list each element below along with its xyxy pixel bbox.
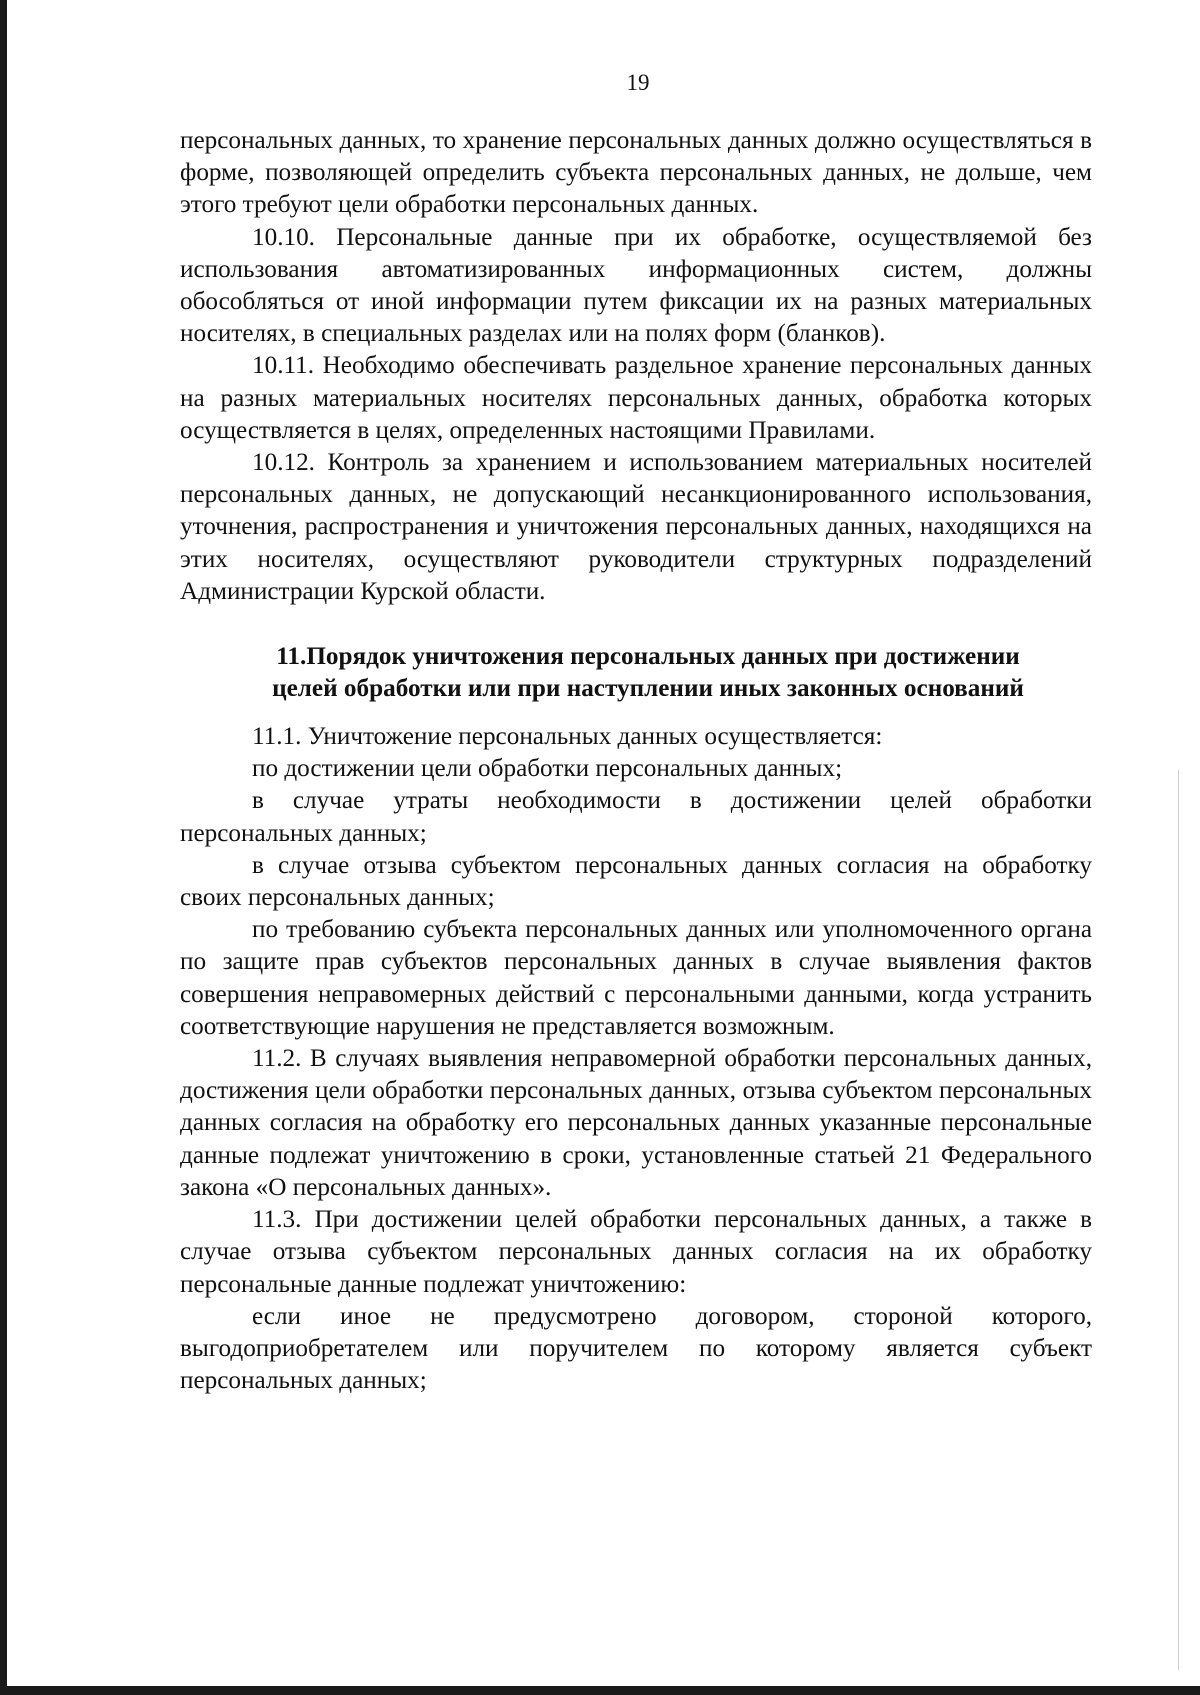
paragraph-11-2: 11.2. В случаях выявления неправомерной обработки персональных данных, достижения цели обработки персональных данных, отзыва субъектом персональных данных согласия на обработку его персональных данных указанные персональные данные подлежат уничтожению в сроки, установленные статьей 21 Федерального закона «О персональных данных».	[180, 1045, 1092, 1201]
list-item: если иное не предусмотрено договором, стороной которого, выгодоприобретателем или поручителем по которому является субъект персональных данных;	[180, 1302, 1092, 1395]
scan-artifact-line	[1178, 770, 1179, 1670]
list-item: по требованию субъекта персональных данных или уполномоченного органа по защите прав субъектов персональных данных в случае выявления фактов совершения неправомерных действий с персональными данными, когда устранить соответствующие нарушения не представляется возможным.	[180, 916, 1092, 1040]
paragraph-10-12: 10.12. Контроль за хранением и использованием материальных носителей персональных данных, не допускающий несанкционированного использования, уточнения, распространения и уничтожения персональных данных, находящихся на этих носителях, осуществляют руководители структурных подразделений Администрации Курской области.	[180, 449, 1092, 605]
paragraph-11-3: 11.3. При достижении целей обработки персональных данных, а также в случае отзыва субъектом персональных данных согласия на их обработку персональные данные подлежат уничтожению:	[180, 1206, 1092, 1298]
list-item: по достижении цели обработки персональных данных;	[252, 755, 843, 783]
section-heading-11	[180, 641, 1092, 705]
list-item: в случае утраты необходимости в достижении целей обработки персональных данных;	[180, 787, 1092, 847]
paragraph: персональных данных, то хранение персональных данных должно осуществляться в форме, позволяющей определить субъекта персональных данных, не дольше, чем этого требуют цели обработки персональных данных.	[180, 127, 1092, 219]
document-body	[180, 125, 1092, 1397]
page-number: 19	[626, 70, 650, 95]
scan-border-left	[0, 0, 7, 1695]
list-item: в случае отзыва субъектом персональных данных согласия на обработку своих персональных данных;	[180, 851, 1092, 912]
paragraph-11-1: 11.1. Уничтожение персональных данных осуществляется:	[252, 723, 883, 751]
paragraph-10-11: 10.11. Необходимо обеспечивать раздельное хранение персональных данных на разных материальных носителях персональных данных, обработка которых осуществляется в целях, определенных настоящими Правилами.	[180, 352, 1092, 444]
section-heading-line-2: целей обработки или при наступлении иных законных оснований	[272, 675, 1024, 703]
scan-border-bottom	[0, 1686, 1200, 1695]
section-heading-line-1: 11.Порядок уничтожения персональных данных при достижении	[276, 643, 1020, 671]
paragraph-10-10: 10.10. Персональные данные при их обработке, осуществляемой без использования автоматизированных информационных систем, должны обособляться от иной информации путем фиксации их на разных материальных носителях, в специальных разделах или на полях форм (бланков).	[180, 223, 1092, 348]
